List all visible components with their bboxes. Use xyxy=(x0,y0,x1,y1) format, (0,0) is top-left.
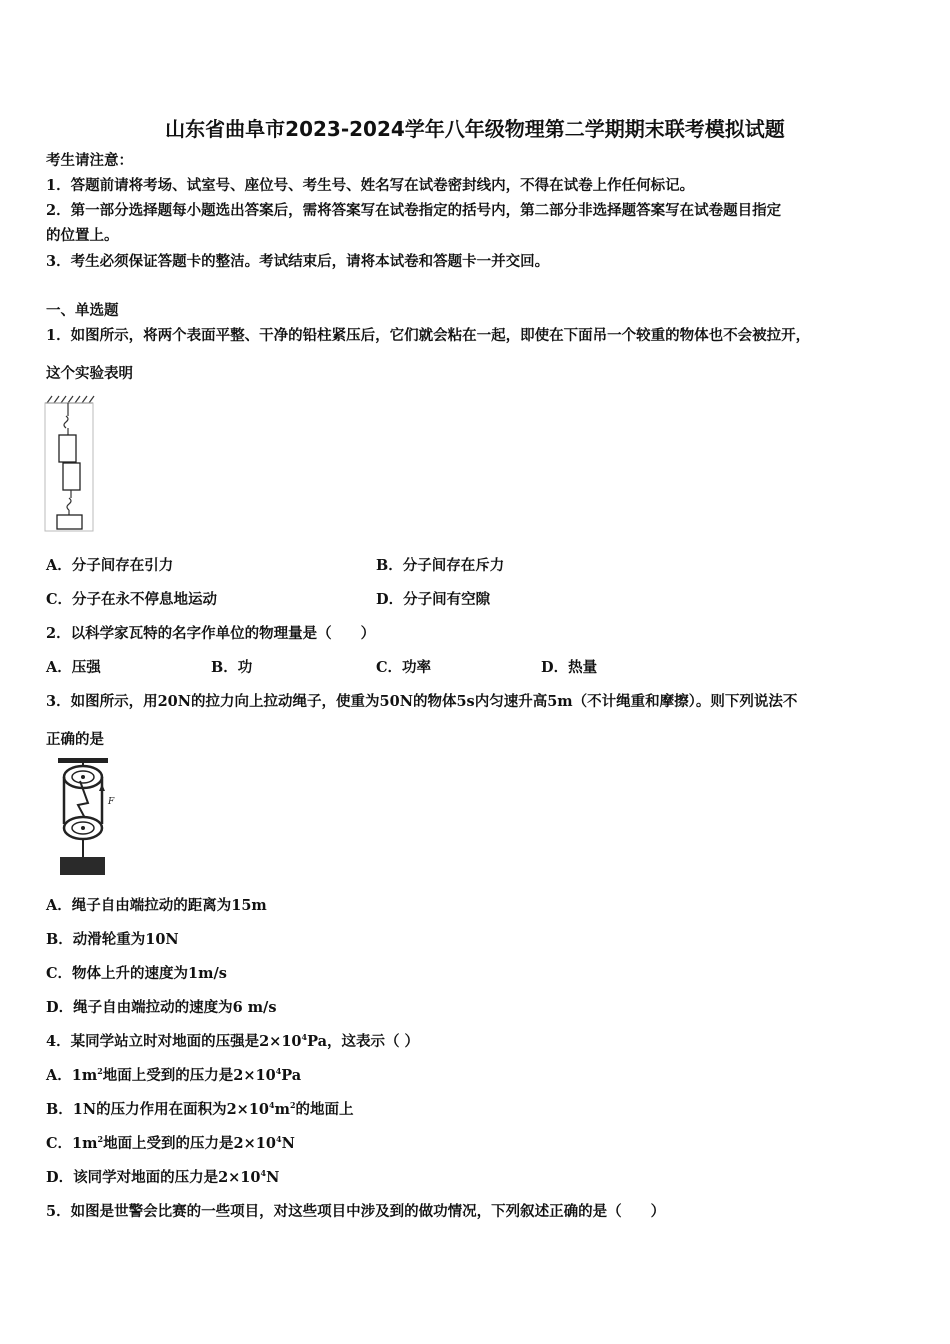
q3-option-d: D．绳子自由端拉动的速度为6 m/s xyxy=(46,999,277,1016)
lead-cylinders-figure xyxy=(42,394,96,534)
notice-item-2-cont: 的位置上。 xyxy=(46,227,119,244)
q3-option-c: C．物体上升的速度为1m/s xyxy=(46,965,227,982)
q3-stem-cont: 正确的是 xyxy=(46,731,104,748)
q1-option-b: B．分子间存在斥力 xyxy=(376,557,505,574)
q3-option-a: A．绳子自由端拉动的距离为15m xyxy=(46,897,267,914)
ceiling-bar xyxy=(58,758,108,763)
q3-option-b: B．动滑轮重为10N xyxy=(46,931,179,948)
q1-stem: 1．如图所示，将两个表面平整、干净的铅柱紧压后，它们就会粘在一起，即使在下面吊一个较重的物体也不会被拉开， xyxy=(46,327,811,344)
q4-stem: 4．某同学站立时对地面的压强是$2\times 10^4Pa$，这表示（ ） xyxy=(46,1032,420,1050)
q4-option-c: C．$1m^2$地面上受到的压力是$2\times 10^4N$ xyxy=(46,1134,295,1152)
force-label: F xyxy=(108,797,115,807)
q2-option-b: B．功 xyxy=(211,659,253,676)
notice-heading: 考生请注意： xyxy=(46,152,133,169)
q3-stem: 3．如图所示，用20N的拉力向上拉动绳子，使重为50N的物体5s内匀速升高5m（不计绳重和摩擦）。则下列说法不 xyxy=(46,693,798,710)
pulley-system-figure xyxy=(50,758,122,878)
load-block xyxy=(60,857,105,875)
q1-option-c: C．分子在永不停息地运动 xyxy=(46,591,218,608)
q1-option-a: A．分子间存在引力 xyxy=(46,557,174,574)
page-title: 山东省曲阜市2023-2024学年八年级物理第二学期期末联考模拟试题 xyxy=(165,117,785,141)
q2-option-a: A．压强 xyxy=(46,659,101,676)
q5-stem: 5．如图是世警会比赛的一些项目，对这些项目中涉及到的做功情况，下列叙述正确的是（ ） xyxy=(46,1203,666,1220)
q4-option-d: D．该同学对地面的压力是$2\times 10^4N$ xyxy=(46,1168,280,1186)
q4-option-b: B．1N的压力作用在面积为$2\times 10^4m^2$的地面上 xyxy=(46,1100,354,1118)
q4-option-a: A．$1m^2$地面上受到的压力是$2\times 10^4Pa$ xyxy=(46,1066,302,1084)
lower-lead-cylinder xyxy=(63,463,80,490)
q2-option-d: D．热量 xyxy=(541,659,598,676)
notice-item-1: 1．答题前请将考场、试室号、座位号、考生号、姓名写在试卷密封线内，不得在试卷上作任何标记。 xyxy=(46,177,695,194)
hanging-weight xyxy=(57,515,82,529)
q1-option-d: D．分子间有空隙 xyxy=(376,591,491,608)
section-heading: 一、单选题 xyxy=(46,302,119,319)
q2-option-c: C．功率 xyxy=(376,659,432,676)
ceiling-hatch xyxy=(45,396,94,403)
q2-stem: 2．以科学家瓦特的名字作单位的物理量是（ ） xyxy=(46,625,376,642)
q1-stem-cont: 这个实验表明 xyxy=(46,365,133,382)
upper-lead-cylinder xyxy=(59,435,76,462)
notice-item-2: 2．第一部分选择题每小题选出答案后，需将答案写在试卷指定的括号内，第二部分非选择题答案写在试卷题目指定 xyxy=(46,202,782,219)
notice-item-3: 3．考生必须保证答题卡的整洁。考试结束后，请将本试卷和答题卡一并交回。 xyxy=(46,253,550,270)
